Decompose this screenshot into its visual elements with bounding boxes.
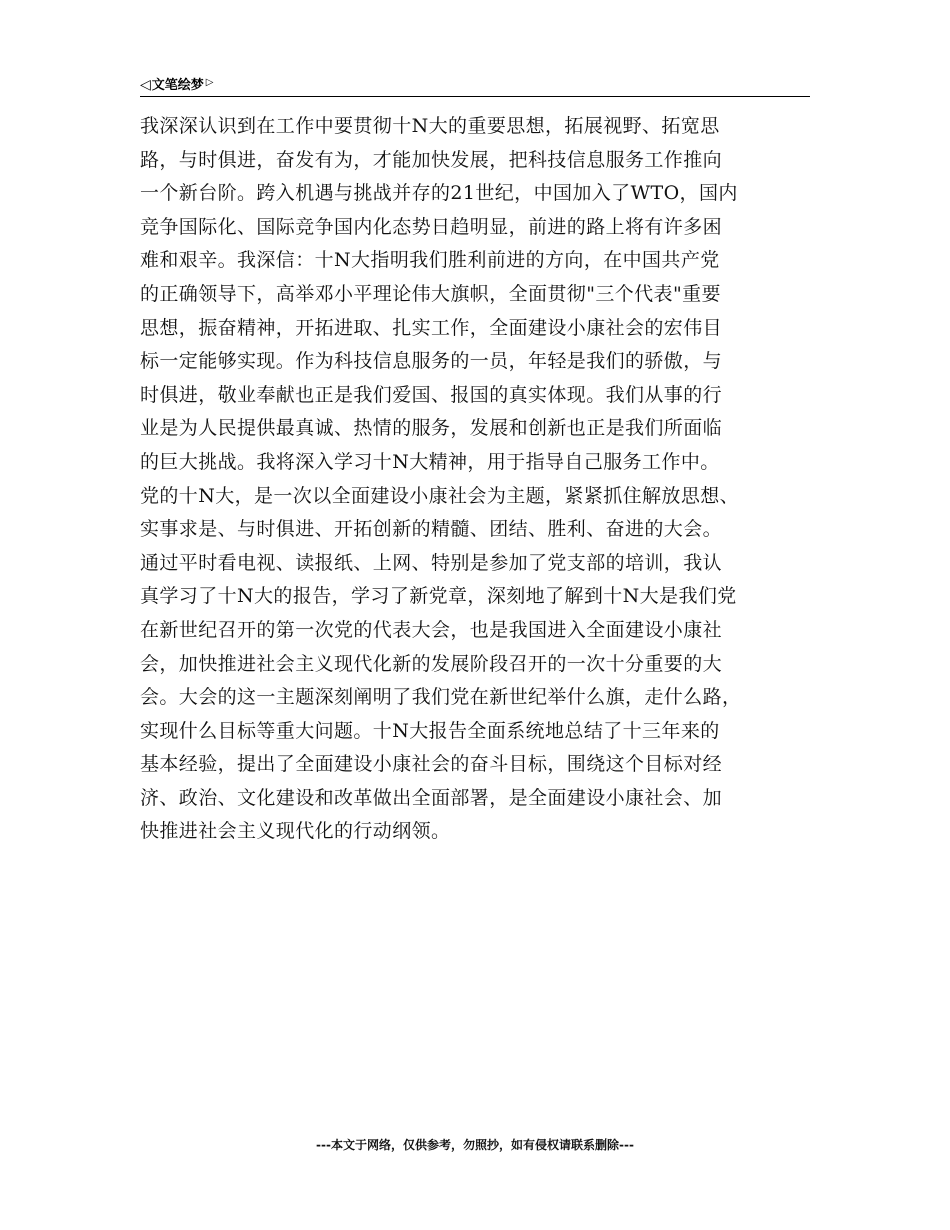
- body-line: 难和艰辛。我深信：十N大指明我们胜利前进的方向，在中国共产党: [140, 249, 720, 272]
- body-line: 标一定能够实现。作为科技信息服务的一员，年轻是我们的骄傲，与: [140, 350, 723, 373]
- body-line: 党的十N大，是一次以全面建设小康社会为主题，紧紧抓住解放思想、: [140, 484, 740, 507]
- body-line: 我深深认识到在工作中要贯彻十N大的重要思想，拓展视野、拓宽思: [140, 115, 720, 137]
- body-line: 会，加快推进社会主义现代化新的发展阶段召开的一次十分重要的大: [140, 652, 723, 675]
- triangle-right-icon: ▷: [205, 77, 214, 88]
- header-title-group: [140, 74, 214, 93]
- body-line: 会。大会的这一主题深刻阐明了我们党在新世纪举什么旗，走什么路，: [140, 686, 742, 709]
- body-line: 一个新台阶。跨入机遇与挑战并存的21世纪，中国加入了WTO，国内: [140, 182, 738, 205]
- body-line: 路，与时俱进，奋发有为，才能加快发展，把科技信息服务工作推向: [140, 148, 723, 171]
- body-line: 思想，振奋精神，开拓进取、扎实工作，全面建设小康社会的宏伟目: [140, 316, 723, 339]
- body-line: 通过平时看电视、读报纸、上网、特别是参加了党支部的培训，我认: [140, 551, 723, 574]
- footer-disclaimer: ---本文于网络，仅供参考，勿照抄，如有侵权请联系删除---: [316, 1138, 634, 1152]
- body-line: 竞争国际化、国际竞争国内化态势日趋明显，前进的路上将有许多困: [140, 215, 723, 238]
- body-line: 实现什么目标等重大问题。十N大报告全面系统地总结了十三年来的: [140, 719, 720, 742]
- page-header: [140, 72, 810, 97]
- body-line: 时俱进，敬业奉献也正是我们爱国、报国的真实体现。我们从事的行: [140, 383, 723, 406]
- body-line: 业是为人民提供最真诚、热情的服务，发展和创新也正是我们所面临: [140, 417, 723, 440]
- body-line: 的正确领导下，高举邓小平理论伟大旗帜，全面贯彻"三个代表"重要: [140, 282, 721, 305]
- body-line: 济、政治、文化建设和改革做出全面部署，是全面建设小康社会、加: [140, 786, 723, 809]
- body-line: 真学习了十N大的报告，学习了新党章，深刻地了解到十N大是我们党: [140, 585, 737, 608]
- triangle-left-icon: ◁: [140, 77, 151, 93]
- body-line: 实事求是、与时俱进、开拓创新的精髓、团结、胜利、奋进的大会。: [140, 518, 723, 541]
- document-body: [140, 110, 820, 849]
- body-line: 基本经验，提出了全面建设小康社会的奋斗目标，围绕这个目标对经: [140, 753, 723, 776]
- body-line: 在新世纪召开的第一次党的代表大会，也是我国进入全面建设小康社: [140, 618, 723, 641]
- body-line: 快推进社会主义现代化的行动纲领。: [140, 820, 451, 843]
- header-title: 文笔绘梦: [151, 78, 204, 93]
- body-line: 的巨大挑战。我将深入学习十N大精神，用于指导自己服务工作中。: [140, 450, 720, 473]
